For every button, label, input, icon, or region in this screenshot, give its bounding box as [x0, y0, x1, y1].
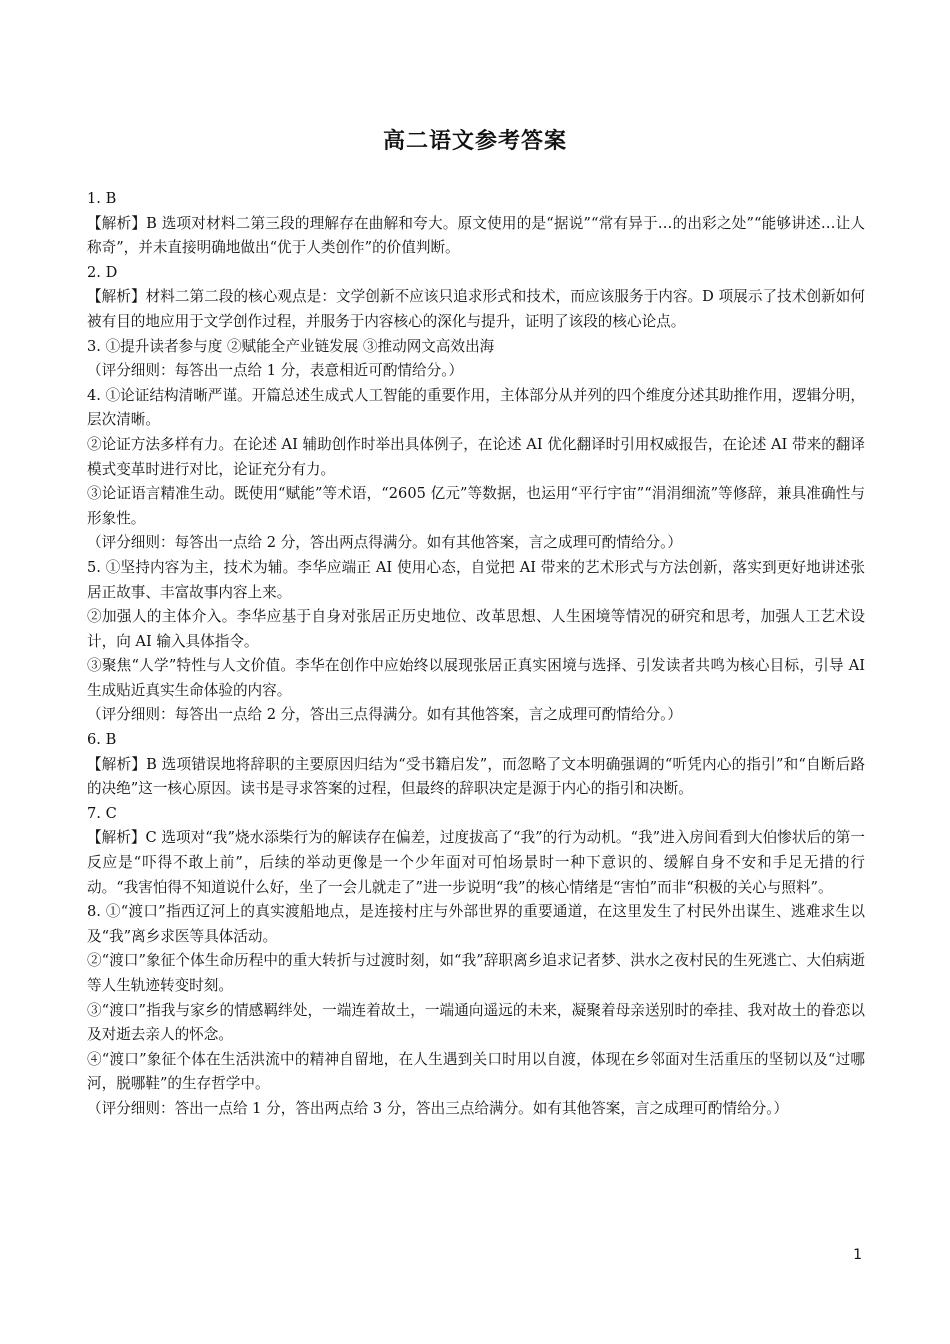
paragraph: 1. B: [87, 190, 117, 207]
page-title: 高二语文参考答案: [382, 129, 567, 154]
paragraph: 【解析】材料二第二段的核心观点是：文学创新不应该只追求形式和技术，而应该服务于内容。D 项展示了技术创新如何被有目的地应用于文学创作过程，并服务于内容核心的深化与提升，证明了该段的核心论点。: [87, 288, 865, 330]
paragraph: 8. ①“渡口”指西辽河上的真实渡船地点，是连接村庄与外部世界的重要通道，在这里发生了村民外出谋生、逃难求生以及“我”离乡求医等具体活动。: [87, 903, 865, 945]
paragraph: （评分细则：答出一点给 1 分，答出两点给 3 分，答出三点给满分。如有其他答案，言之成理可酌情给分。）: [87, 1099, 789, 1117]
answer-content: [87, 187, 865, 1122]
paragraph: 【解析】B 选项对材料二第三段的理解存在曲解和夸大。原文使用的是“据说”“常有异于…的出彩之处”“能够讲述…让人称奇”，并未直接明确地做出“优于人类创作”的价值判断。: [87, 214, 865, 257]
paragraph: （评分细则：每答出一点给 2 分，答出三点得满分。如有其他答案，言之成理可酌情给分。）: [87, 706, 683, 724]
paragraph: 【解析】C 选项对“我”烧水添柴行为的解读存在偏差，过度拔高了“我”的行为动机。“我”进入房间看到大伯惨状后的第一反应是“吓得不敢上前”，后续的举动更像是一个少年面对可怕场景时一种下意识的、缓解自身不安和手足无措的行动。“我害怕得不知道说什么好，坐了一会儿就走了”进一步说明“我”的核心情绪是“害怕”而非“积极的关心与照料”。: [87, 829, 865, 896]
paragraph: ②“渡口”象征个体生命历程中的重大转折与过渡时刻，如“我”辞职离乡追求记者梦、洪水之夜村民的生死逃亡、大伯病逝等人生轨迹转变时刻。: [87, 952, 865, 994]
paragraph: 3. ①提升读者参与度 ②赋能全产业链发展 ③推动网文高效出海: [87, 337, 495, 355]
paragraph: 4. ①论证结构清晰严谨。开篇总述生成式人工智能的重要作用，主体部分从并列的四个维度分述其助推作用，逻辑分明，层次清晰。: [87, 386, 865, 429]
paragraph: 【解析】B 选项错误地将辞职的主要原因归结为“受书籍启发”，而忽略了文本明确强调的“听凭内心的指引”和“自断后路的决绝”这一核心原因。读书是寻求答案的过程，但最终的辞职决定是源于内心的指引和决断。: [87, 755, 865, 798]
paragraph: ③“渡口”指我与家乡的情感羁绊处，一端连着故土，一端通向遥远的未来，凝聚着母亲送别时的牵挂、我对故土的眷恋以及对逝去亲人的怀念。: [87, 1001, 865, 1044]
paragraph: 6. B: [87, 731, 117, 749]
paragraph: 5. ①坚持内容为主，技术为辅。李华应端正 AI 使用心态，自觉把 AI 带来的艺术形式与方法创新，落实到更好地讲述张居正故事、丰富故事内容上来。: [87, 558, 865, 601]
paragraph: ③论证语言精准生动。既使用“赋能”等术语，“2605 亿元”等数据，也运用“平行宇宙”“涓涓细流”等修辞，兼具准确性与形象性。: [87, 485, 865, 527]
paragraph: ②加强人的主体介入。李华应基于自身对张居正历史地位、改革思想、人生困境等情况的研究和思考，加强人工艺术设计，向 AI 输入具体指令。: [87, 608, 865, 650]
paragraph: （评分细则：每答出一点给 1 分，表意相近可酌情给分。）: [87, 362, 464, 380]
page-number: 1: [853, 1247, 862, 1263]
paragraph: 2. D: [87, 263, 118, 281]
paragraph: （评分细则：每答出一点给 2 分，答出两点得满分。如有其他答案，言之成理可酌情给分。）: [87, 534, 683, 552]
paragraph: ④“渡口”象征个体在生活洪流中的精神自留地，在人生遇到关口时用以自渡，体现在乡邻面对生活重压的坚韧以及“过哪河，脱哪鞋”的生存哲学中。: [87, 1050, 865, 1093]
paragraph: ②论证方法多样有力。在论述 AI 辅助创作时举出具体例子，在论述 AI 优化翻译时引用权威报告，在论述 AI 带来的翻译模式变革时进行对比，论证充分有力。: [87, 435, 865, 478]
paragraph: 7. C: [87, 804, 117, 822]
paragraph: ③聚焦“人学”特性与人文价值。李华在创作中应始终以展现张居正真实困境与选择、引发读者共鸣为核心目标，引导 AI 生成贴近真实生命体验的内容。: [87, 657, 865, 699]
